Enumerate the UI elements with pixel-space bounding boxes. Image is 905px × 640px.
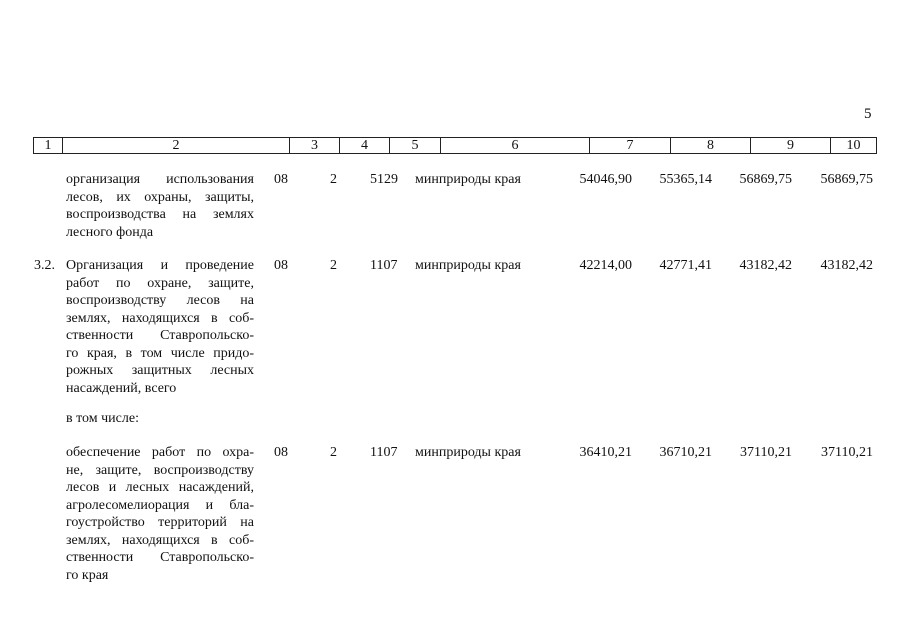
description-line: ственности Ставропольско- (66, 550, 254, 565)
cell-code: 1107 (370, 445, 398, 460)
description-line: воспроизводства на землях (66, 207, 254, 222)
cell-section: 08 (274, 445, 288, 460)
description-line: ственности Ставропольско- (66, 328, 254, 343)
cell-value-8: 55365,14 (659, 172, 712, 187)
cell-subsection: 2 (330, 172, 337, 187)
cell-value-8: 42771,41 (659, 258, 712, 273)
page-number: 5 (864, 106, 872, 122)
description-line: землях, находящихся в соб- (66, 310, 254, 326)
description-line: го края (66, 567, 109, 583)
header-col-3: 3 (290, 138, 340, 153)
table-header (33, 137, 877, 154)
description-line: Организация и проведение (66, 258, 254, 273)
header-col-4: 4 (340, 138, 390, 153)
row-description (66, 257, 254, 397)
description-line: насаждений, всего (66, 380, 177, 396)
cell-value-7: 36410,21 (579, 445, 632, 460)
row-description (66, 171, 254, 241)
cell-code: 5129 (370, 172, 398, 187)
description-line: не, защите, воспроизводству (66, 462, 254, 478)
header-col-1: 1 (34, 138, 63, 153)
header-col-8: 8 (671, 138, 751, 153)
cell-executor: минприроды края (415, 172, 521, 187)
description-line: обеспечение работ по охра- (66, 445, 254, 460)
cell-value-10: 56869,75 (820, 172, 873, 187)
description-line: лесного фонда (66, 224, 154, 240)
cell-section: 08 (274, 172, 288, 187)
cell-executor: минприроды края (415, 258, 521, 273)
description-line: лесов, их охраны, защиты, (66, 189, 254, 205)
cell-value-9: 37110,21 (740, 445, 792, 460)
cell-code: 1107 (370, 258, 398, 273)
header-col-5: 5 (390, 138, 441, 153)
cell-value-9: 56869,75 (739, 172, 792, 187)
header-col-6: 6 (441, 138, 590, 153)
header-col-7: 7 (590, 138, 671, 153)
cell-value-7: 42214,00 (579, 258, 632, 273)
description-line: гоустройство территорий на (66, 515, 254, 530)
description-line: лесов и лесных насаждений, (66, 480, 254, 495)
subheading-label: в том числе: (66, 411, 139, 426)
cell-value-10: 43182,42 (820, 258, 873, 273)
row-description (66, 444, 254, 584)
description-line: рожных защитных лесных (66, 363, 254, 378)
cell-value-7: 54046,90 (579, 172, 632, 187)
description-line: агролесомелиорация и бла- (66, 497, 254, 513)
header-col-2: 2 (63, 138, 290, 153)
header-col-9: 9 (751, 138, 831, 153)
cell-subsection: 2 (330, 258, 337, 273)
row-number: 3.2. (34, 258, 55, 273)
description-line: работ по охране, защите, (66, 275, 254, 291)
description-line: воспроизводству лесов на (66, 293, 254, 308)
cell-value-9: 43182,42 (739, 258, 792, 273)
description-line: организация использования (66, 172, 254, 187)
description-line: землях, находящихся в соб- (66, 532, 254, 548)
cell-subsection: 2 (330, 445, 337, 460)
header-col-10: 10 (846, 138, 861, 153)
cell-value-8: 36710,21 (659, 445, 712, 460)
cell-executor: минприроды края (415, 445, 521, 460)
cell-section: 08 (274, 258, 288, 273)
description-line: го края, в том числе придо- (66, 345, 254, 361)
cell-value-10: 37110,21 (821, 445, 873, 460)
